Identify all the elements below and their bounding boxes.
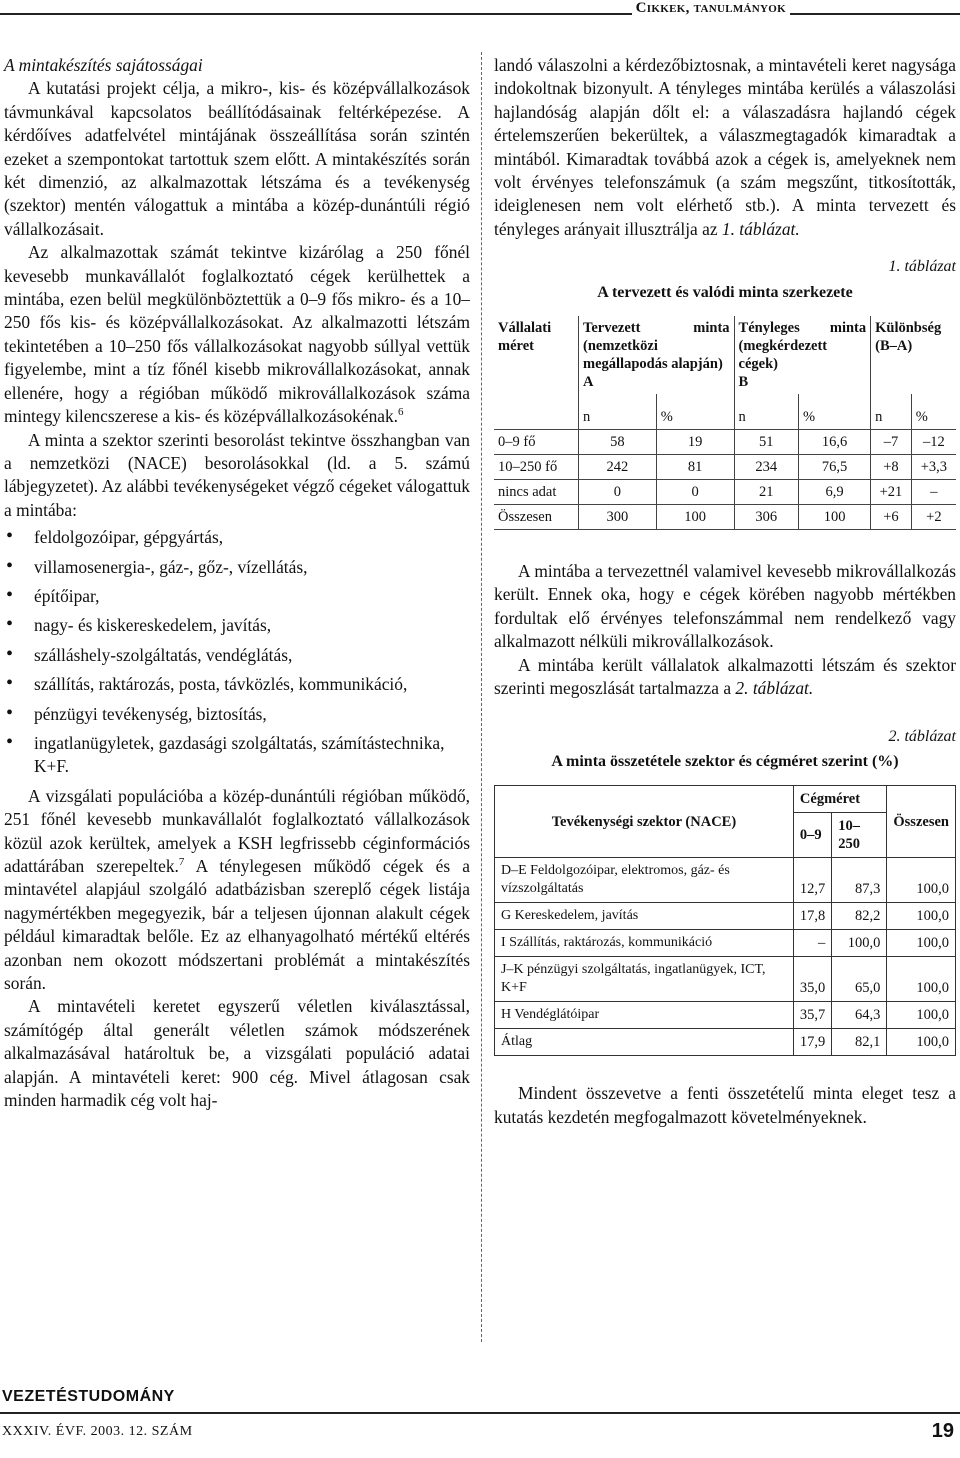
subheader-cell: % xyxy=(799,394,871,430)
paragraph: A minta a szektor szerinti besorolást tekintve összhangban van a nemzetközi (NACE) besorolásokkal (ld. a 5. számú lábjegyzetet). Az alábbi tevékenységeket végző cégeket válogattuk a mintába: xyxy=(4,429,470,520)
list-item: • szálláshely-szolgáltatás, vendéglátás, xyxy=(4,644,470,667)
column-header: 0–9 xyxy=(793,813,831,858)
footnote-ref: 6 xyxy=(398,406,404,419)
list-item: • feldolgozóipar, gépgyártás, xyxy=(4,526,470,549)
paragraph: Az alkalmazottak számát tekintve kizárólag a 250 főnél kevesebb munkavállalót foglalkoztató cégek kerülhettek a mintába, ezen belül megkülönböztettük a 0–9 fős mikro- és a 10–250 fős kis- és középvállalkozásokat. Az alkalmazotti létszám tekintetében a 10–250 fős vállalkozásokat nagyobb súllyal vettük figyelembe, mint a tíz főnél kisebb mikrovállalkozásokat, annak ellenére, hogy a régióban működő mikrovállalkozások száma mintegy kilencszerese a kis- és középvállalkozásokénak.$^6$ xyxy=(4,242,470,427)
paragraph: A kutatási projekt célja, a mikro-, kis- és középvállalkozások távmunkával kapcsolatos beállítódásainak feltérképezése. A kérdőíves adatfelvétel mintájának összeállítása során szintén ezeket a szempontokat tartottuk szem előtt. A mintakészítés során két dimenzió, az alkalmazottak létszáma és a tevékenység (szektor) mentén válogattuk a mintába a közép-dunántúli régió vállalkozásait. xyxy=(4,78,470,239)
table-row: I Szállítás, raktározás, kommunikáció – 100,0 100,0 xyxy=(495,930,956,957)
header-rule xyxy=(0,6,960,22)
list-item: • szállítás, raktározás, posta, távközlés, kommunikáció, xyxy=(4,673,470,696)
table-label: 1. táblázat xyxy=(888,258,956,276)
subheader-cell: n xyxy=(871,394,912,430)
sector-list xyxy=(4,526,470,779)
column-header: Tevékenységi szektor (NACE) xyxy=(495,786,794,858)
column-header: Vállalati méret xyxy=(498,320,552,355)
column-header: 10–250 xyxy=(832,813,887,858)
table-row: H Vendéglátóipar 35,7 64,3 100,0 xyxy=(495,1002,956,1029)
issue-info: XXXIV. ÉVF. 2003. 12. SZÁM xyxy=(2,1424,193,1439)
table-reference: 1. táblázat. xyxy=(721,218,800,239)
table-label: 2. táblázat xyxy=(888,727,956,745)
table-row: J–K pénzügyi szolgáltatás, ingatlanügyek, ICT, K+F 35,0 65,0 100,0 xyxy=(495,957,956,1002)
left-column xyxy=(4,54,470,1112)
list-item: • ingatlanügyletek, gazdasági szolgáltatás, számítástechnika, K+F. xyxy=(4,732,470,779)
subheader-cell: n xyxy=(579,394,657,430)
table-row: nincs adat 0 0 21 6,9 +21 – xyxy=(494,480,956,505)
table-row: 10–250 fő 242 81 234 76,5 +8 +3,3 xyxy=(494,455,956,480)
column-header: Tervezett minta (nemzetközi megállapodás alapján) A xyxy=(579,316,735,394)
table-title: A tervezett és valódi minta szerkezete xyxy=(597,283,853,301)
right-column xyxy=(494,54,956,1129)
table-row: G Kereskedelem, javítás 17,8 82,2 100,0 xyxy=(495,903,956,930)
journal-name: VEZETÉSTUDOMÁNY xyxy=(2,1388,175,1405)
table-row: Összesen 300 100 306 100 +6 +2 xyxy=(494,505,956,530)
paragraph: A vizsgálati populációba a közép-dunántúli régióban működő, 251 főnél kevesebb munkavállalót foglalkoztató vállalkozások közül azok kerültek, amelyek a KSH legfrissebb céginformációs adattárában szerepeltek.$^7$ A ténylegesen működő cégek és a mintavétel alapjául szolgáló adatbázisban szereplő cégek listája nagymértékben megegyezik, bár a teljesen újonnan alakult cégek például kimaradtak belőle. Ez az elhanyagolható mértékű eltérés azonban nem okozott módszertani problémát a mintakészítés során. xyxy=(4,785,470,994)
running-header: Cikkek, tanulmányok xyxy=(632,0,790,17)
column-divider xyxy=(481,52,482,1342)
column-header: Tényleges minta (megkérdezett cégek) B xyxy=(734,316,871,394)
sample-structure-table xyxy=(494,316,956,530)
subheader-cell: n xyxy=(734,394,798,430)
table-row: D–E Feldolgozóipar, elektromos, gáz- és vízszolgáltatás 12,7 87,3 100,0 xyxy=(495,858,956,903)
subheader-cell: % xyxy=(656,394,734,430)
column-header: Különbség (B–A) xyxy=(871,316,956,394)
page-number: 19 xyxy=(931,1420,954,1442)
subheader-cell: % xyxy=(911,394,956,430)
list-item: • építőipar, xyxy=(4,585,470,608)
table-row: 0–9 fő 58 19 51 16,6 –7 –12 xyxy=(494,430,956,455)
list-item: • villamosenergia-, gáz-, gőz-, vízellátás, xyxy=(4,556,470,579)
sector-composition-table xyxy=(494,785,956,1056)
paragraph: A mintavételi keretet egyszerű véletlen kiválasztással, számítógép által generált véletlen számok módszerének alkalmazásával határoltuk be, a vizsgálati populáció adatai alapján. A mintavételi keret: 900 cég. Mivel átlagosan csak minden harmadik cég volt haj- xyxy=(4,996,470,1111)
list-item: • pénzügyi tevékenység, biztosítás, xyxy=(4,703,470,726)
paragraph: A mintába a tervezettnél valamivel kevesebb mikrovállalkozás került. Ennek oka, hogy e cégek körében nagyobb mértékben fordultak elő érvényes telefonszámmal nem rendelkező vagy alkalmazott nélküli mikrovállalkozások. xyxy=(494,561,956,652)
footer-rule xyxy=(0,1412,960,1414)
list-item: • nagy- és kiskereskedelem, javítás, xyxy=(4,614,470,637)
table-reference: 2. táblázat. xyxy=(735,678,814,699)
section-title: A mintakészítés sajátosságai xyxy=(4,55,203,75)
paragraph: Mindent összevetve a fenti összetételű minta eleget tesz a kutatás kezdetén megfogalmazott követelményeknek. xyxy=(494,1083,956,1127)
paragraph: A mintába került vállalatok alkalmazotti létszám és szektor szerinti megoszlását tartalmazza a 2. táblázat. xyxy=(494,654,956,699)
footnote-ref: 7 xyxy=(178,856,185,869)
column-header: Összesen xyxy=(887,786,956,858)
table-title: A minta összetétele szektor és cégméret szerint (%) xyxy=(551,752,899,770)
paragraph: landó válaszolni a kérdezőbiztosnak, a mintavételi keret nagysága indokoltnak bizonyult. A tényleges mintába kerülés a válaszolási hajlandóság alapján dőlt el: a válaszadásra hajlandó cégek értelemszerűen bekerültek, a válaszmegtagadók kimaradtak a mintából. Kimaradtak továbbá azok a cégek is, amelyeknek nem volt érvényes telefonszámuk (a szám megszűnt, titkosították, ideiglenesen nem volt elérhető stb.). A minta tervezett és tényleges arányait illusztrálja az 1. táblázat. xyxy=(494,55,956,239)
column-header: Cégméret xyxy=(793,786,886,813)
table-row: Átlag 17,9 82,1 100,0 xyxy=(495,1029,956,1056)
